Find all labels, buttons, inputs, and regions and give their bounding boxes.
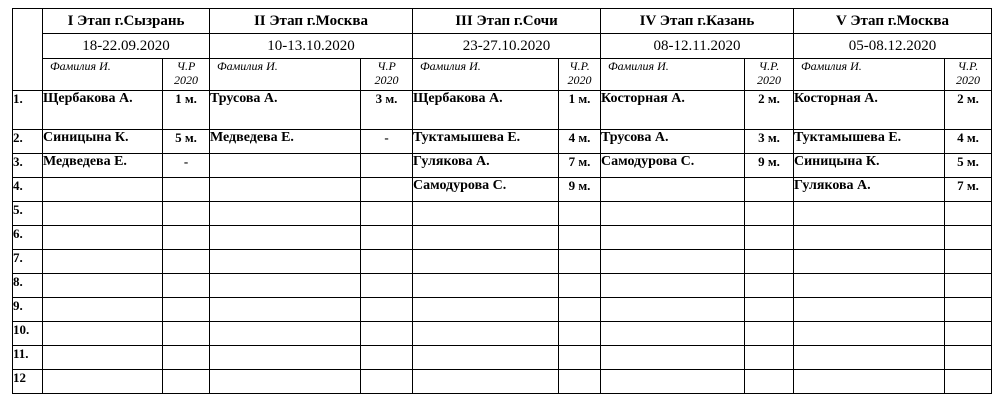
skater-name [601,202,745,226]
skater-name [43,250,163,274]
championship-place [163,274,210,298]
skater-name [210,154,361,178]
championship-place [361,178,413,202]
skater-name [794,346,945,370]
stage-dates: 05-08.12.2020 [794,34,992,59]
championship-place [559,202,601,226]
skater-name [601,274,745,298]
championship-place [163,226,210,250]
skater-name: Туктамышева Е. [794,130,945,154]
skater-name: Медведева Е. [43,154,163,178]
skater-name: Самодурова С. [601,154,745,178]
surname-column-header: Фамилия И. [210,59,361,91]
skater-name [210,298,361,322]
championship-column-header [163,59,210,91]
championship-year: 2020 [374,73,399,87]
row-number: 1. [13,91,43,130]
row-number: 3. [13,154,43,178]
championship-place: 5 м. [163,130,210,154]
championship-place [745,298,794,322]
championship-place [745,226,794,250]
championship-place [163,250,210,274]
table-row [13,370,992,394]
stage-dates: 10-13.10.2020 [210,34,413,59]
championship-place [361,370,413,394]
championship-place: 9 м. [559,178,601,202]
skater-name [794,202,945,226]
skater-name: Туктамышева Е. [413,130,559,154]
skater-name [601,226,745,250]
championship-place [745,178,794,202]
championship-column-header [745,59,794,91]
championship-place: - [163,154,210,178]
table-row [13,298,992,322]
skater-name: Синицына К. [43,130,163,154]
row-number: 10. [13,322,43,346]
championship-place [361,274,413,298]
skater-name [210,274,361,298]
stage-dates: 23-27.10.2020 [413,34,601,59]
skater-name [413,322,559,346]
championship-place [361,226,413,250]
skater-name: Самодурова С. [413,178,559,202]
championship-place: 1 м. [163,91,210,130]
skater-name [601,298,745,322]
skater-name [210,202,361,226]
surname-column-header: Фамилия И. [413,59,559,91]
championship-place [361,298,413,322]
championship-place [559,346,601,370]
championship-place: 3 м. [361,91,413,130]
results-table [12,8,992,394]
championship-place [745,274,794,298]
skater-name [43,298,163,322]
skater-name [210,346,361,370]
table-row [13,130,992,154]
championship-place: 2 м. [745,91,794,130]
column-header-row [13,59,992,91]
skater-name: Трусова А. [210,91,361,130]
championship-place: 9 м. [745,154,794,178]
championship-place [559,322,601,346]
row-number: 11. [13,346,43,370]
skater-name [210,322,361,346]
stage-title: II Этап г.Москва [210,9,413,34]
skater-name [210,370,361,394]
championship-place: 4 м. [559,130,601,154]
table-row [13,178,992,202]
championship-place [163,298,210,322]
table-row [13,91,992,130]
championship-place [745,202,794,226]
championship-column-header [361,59,413,91]
championship-place [745,250,794,274]
surname-column-header: Фамилия И. [43,59,163,91]
championship-place [745,322,794,346]
skater-name [210,226,361,250]
skater-name [43,322,163,346]
championship-place [559,274,601,298]
stage-dates: 08-12.11.2020 [601,34,794,59]
championship-place [745,346,794,370]
stage-title: I Этап г.Сызрань [43,9,210,34]
championship-place [945,370,992,394]
surname-column-header: Фамилия И. [601,59,745,91]
championship-place [559,226,601,250]
skater-name [601,370,745,394]
championship-year: 2020 [174,73,198,87]
championship-place [163,202,210,226]
row-number: 4. [13,178,43,202]
championship-place [945,298,992,322]
skater-name [601,178,745,202]
stage-title: III Этап г.Сочи [413,9,601,34]
skater-name [794,274,945,298]
skater-name [413,250,559,274]
championship-place: 5 м. [945,154,992,178]
championship-place [163,178,210,202]
skater-name [210,178,361,202]
stage-title-row [13,9,992,34]
skater-name [43,274,163,298]
row-number: 8. [13,274,43,298]
table-body [13,9,992,394]
championship-year: 2020 [757,73,781,87]
championship-place [559,298,601,322]
table-row [13,322,992,346]
surname-column-header: Фамилия И. [794,59,945,91]
table-row [13,202,992,226]
championship-place [163,370,210,394]
championship-place [745,370,794,394]
championship-label: Ч.Р. [957,59,979,73]
championship-place: 3 м. [745,130,794,154]
championship-place: - [361,130,413,154]
skater-name [794,250,945,274]
championship-place [559,370,601,394]
row-number: 7. [13,250,43,274]
row-number: 9. [13,298,43,322]
row-number: 5. [13,202,43,226]
skater-name: Гулякова А. [794,178,945,202]
skater-name: Косторная А. [601,91,745,130]
championship-place: 1 м. [559,91,601,130]
row-number: 6. [13,226,43,250]
championship-place [361,250,413,274]
skater-name [413,370,559,394]
skater-name [413,346,559,370]
skater-name: Трусова А. [601,130,745,154]
table-row [13,250,992,274]
championship-place [945,322,992,346]
skater-name [794,322,945,346]
championship-place [945,346,992,370]
championship-place: 4 м. [945,130,992,154]
table-row [13,346,992,370]
stage-date-row [13,34,992,59]
championship-place [945,226,992,250]
championship-label: Ч.Р. [569,59,590,73]
championship-place: 7 м. [559,154,601,178]
championship-year: 2020 [956,73,980,87]
skater-name: Щербакова А. [43,91,163,130]
skater-name: Медведева Е. [210,130,361,154]
championship-year: 2020 [567,73,592,87]
table-row [13,226,992,250]
skater-name [794,298,945,322]
skater-name: Синицына К. [794,154,945,178]
skater-name [210,250,361,274]
skater-name [413,202,559,226]
championship-place [361,202,413,226]
championship-place [945,202,992,226]
skater-name: Гулякова А. [413,154,559,178]
table-row [13,154,992,178]
skater-name [43,202,163,226]
championship-place: 7 м. [945,178,992,202]
skater-name [43,370,163,394]
championship-place [361,154,413,178]
championship-place: 2 м. [945,91,992,130]
skater-name [43,226,163,250]
stage-title: V Этап г.Москва [794,9,992,34]
championship-place [163,322,210,346]
skater-name [601,250,745,274]
championship-place [945,250,992,274]
championship-column-header [559,59,601,91]
stage-dates: 18-22.09.2020 [43,34,210,59]
row-number: 12 [13,370,43,394]
skater-name: Щербакова А. [413,91,559,130]
championship-place [945,274,992,298]
corner-cell [13,9,43,91]
skater-name [413,274,559,298]
skater-name [413,298,559,322]
championship-place [163,346,210,370]
skater-name [794,370,945,394]
championship-label: Ч.Р [377,59,396,73]
stage-title: IV Этап г.Казань [601,9,794,34]
championship-place [361,346,413,370]
championship-place [559,250,601,274]
skater-name [43,346,163,370]
championship-label: Ч.Р. [758,59,780,73]
skater-name [413,226,559,250]
championship-label: Ч.Р [176,59,196,73]
skater-name [601,346,745,370]
skater-name [43,178,163,202]
championship-place [361,322,413,346]
skater-name [601,322,745,346]
skater-name: Косторная А. [794,91,945,130]
table-row [13,274,992,298]
championship-column-header [945,59,992,91]
skater-name [794,226,945,250]
row-number: 2. [13,130,43,154]
